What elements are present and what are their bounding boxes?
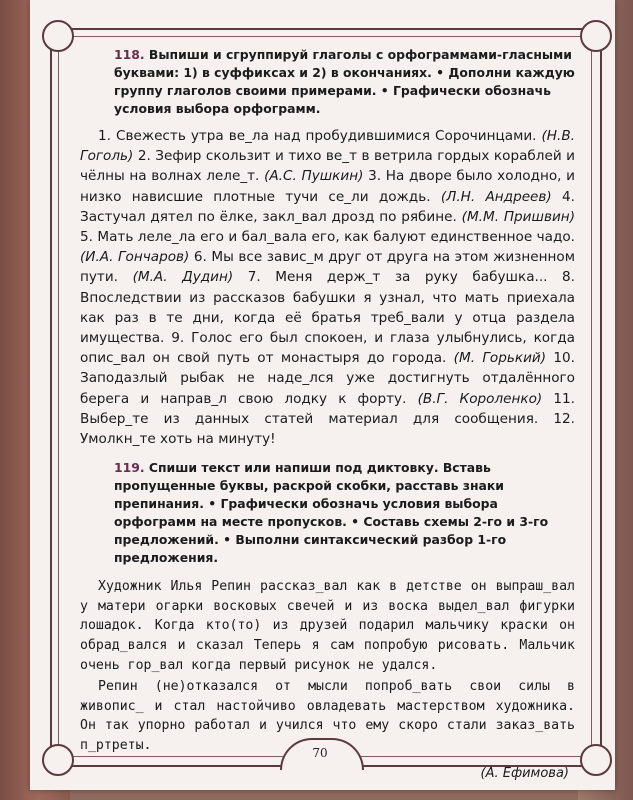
task-119-instruction-text: Спиши текст или напиши под диктовку. Вставь пропущенные буквы, раскрой скобки, расставь знаки препинания. • Графически обозначь условия выбора орфограмм на месте пропусков. • Составь схемы 2-го и 3-го предложений. • Выполни синтаксический разбор 1-го предложения. <box>114 460 549 566</box>
sentence-text: 3. На дворе было холодно, и низко нависшие плотные тучи се_ли дождь. <box>80 168 575 205</box>
sentence-text: 11. Выбер_те из данных статей материал для сообщения. 12. Умолкн_те хоть на минуту! <box>80 390 575 448</box>
corner-ornament <box>42 20 74 52</box>
sentence-text: 1. Свежесть утра ве_ла над пробудившимися Сорочинцами. <box>98 128 542 144</box>
citation-author: (И.А. Гончаров) <box>80 249 190 266</box>
task-118-number: 118. <box>114 47 145 62</box>
task-119-instruction <box>114 459 575 567</box>
task-119-paragraph-1: Художник Илья Репин рассказ_вал как в детстве он выпраш_вал у матери огарки восковых свечей и из воска выдел_вал фигурки лошадок. Когда кто(то) из друзей подарил мальчику краски он обрад_вался и сказал Теперь я сам попробую рисовать. Мальчик очень гор_вал когда первый рисунок не удался. <box>80 579 575 673</box>
sentence-text: 10. Заподазлый рыбак не наде_лся уже достигнуть отдалённого берега и направ_л свою лодку к форту. <box>80 350 575 407</box>
task-118-instruction-text: Выпиши и сгруппируй глаголы с орфограммами-гласными буквами: 1) в суффиксах и 2) в окончаниях. • Дополни каждую группу глаголов своими примерами. • Графически обозначь условия выбора орфограмм. <box>114 47 575 116</box>
citation-author: (А.С. Пушкин) <box>264 168 364 185</box>
task-118-instruction <box>114 46 575 118</box>
task-119-author: (А. Ефимова) <box>480 765 569 781</box>
citation-author: (М. Горький) <box>453 350 547 367</box>
sentence-text: 7. Меня держ_т за руку бабушка... 8. Впоследствии из рассказов бабушки я узнал, что мать приехала как раз в те дни, когда её братья треб_вали у отца раздела имущества. 9. Голос его был спокоен, и глаза улыбнулись, когда опис_вал он свой путь от монастыря до города. <box>80 269 575 367</box>
task-119-paragraph-2: Репин (не)отказался от мысли попроб_вать свои силы в живопис_ и стал настойчиво овладевать мастерством художника. Он так упорно работал и учился что ему скоро стали заказ_вать п_ртреты. <box>80 679 575 753</box>
sentence-text: 2. Зефир скользит и тихо ве_т в ветрила гордых кораблей и чёлны на волнах леле_т. <box>80 148 575 185</box>
sentence-text: 4. Застучал дятел по ёлке, закл_вал дрозд по рябине. <box>80 188 575 225</box>
task-118-text <box>80 126 575 449</box>
task-119-number: 119. <box>114 460 145 476</box>
corner-ornament <box>580 744 612 776</box>
citation-author: (Н.В. Гоголь) <box>80 128 575 165</box>
page-number-badge <box>280 738 360 768</box>
corner-ornament <box>580 20 612 52</box>
page-content <box>80 46 575 781</box>
citation-author: (М.М. Пришвин) <box>461 208 575 225</box>
sentence-text: 6. Мы все завис_м друг от друга на этом жизненном пути. <box>80 249 575 286</box>
page-number: 70 <box>312 746 328 760</box>
citation-author: (М.А. Дудин) <box>132 269 234 286</box>
sentence-text: 5. Мать леле_ла его и бал_вала его, как балуют единственное чадо. <box>80 229 575 246</box>
corner-ornament <box>42 744 74 776</box>
citation-author: (Л.Н. Андреев) <box>440 188 552 205</box>
citation-author: (В.Г. Короленко) <box>417 390 543 407</box>
